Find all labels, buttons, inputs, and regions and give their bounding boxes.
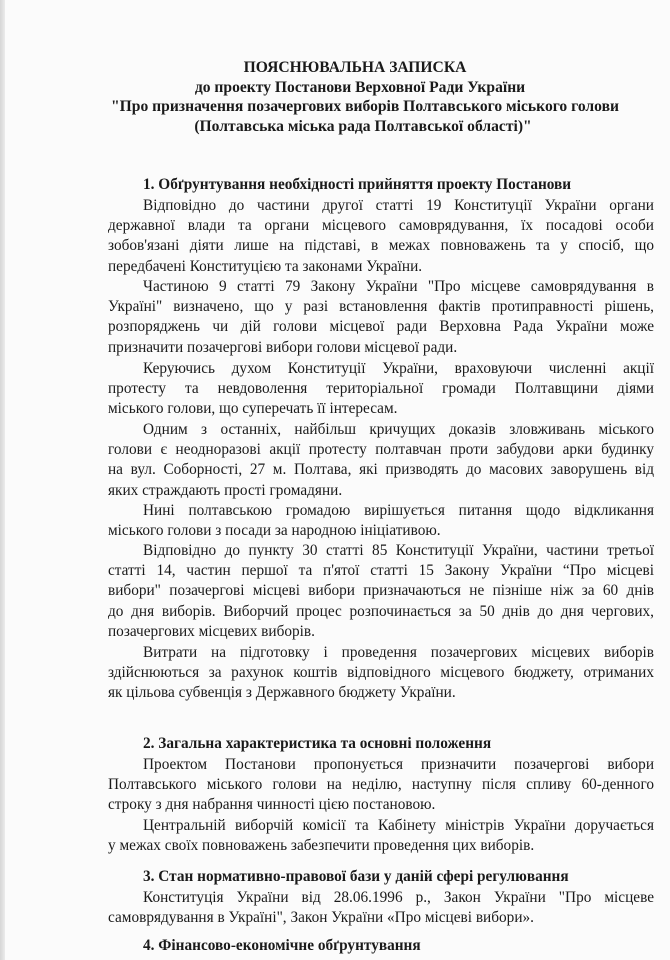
- text-line: як цільова субвенція з Державного бюджету України.: [108, 684, 456, 702]
- paragraph: [108, 501, 654, 541]
- paragraph: [108, 816, 654, 856]
- text-line: Проектом Постанови пропонується призначити позачергові вибори: [143, 756, 654, 773]
- text-line: Відповідно до частини другої статті 19 Конституції України органи: [143, 197, 654, 214]
- text-line: розпоряджень чи дій голови місцевої ради Верховна Рада України може: [108, 318, 654, 336]
- paragraph: [108, 643, 654, 704]
- text-line: призначити позачергові вибори голови місцевої ради.: [108, 338, 458, 356]
- paragraph: [108, 541, 654, 642]
- text-line: Нині полтавською громадою вирішується питання щодо відкликання: [143, 502, 654, 519]
- text-line: міського голови, що суперечать її інтересам.: [108, 400, 398, 418]
- text-line: Центральній виборчій комісії та Кабінету міністрів України доручається: [143, 817, 654, 834]
- text-line: Відповідно до пункту 30 статті 85 Конституції України, частини третьої: [143, 542, 654, 559]
- title-line: ПОЯСНЮВАЛЬНА ЗАПИСКА: [243, 59, 467, 76]
- text-line: зобов'язані діяти лише на підставі, в межах повноважень та у спосіб, що: [108, 237, 654, 255]
- section-heading: 2. Загальна характеристика та основні положення: [143, 735, 492, 752]
- paragraph: [108, 196, 654, 277]
- text-line: передбачені Конституцією та законами України.: [108, 257, 423, 275]
- text-line: здійснюються за рахунок коштів відповідного місцевого бюджету, отриманих: [108, 664, 654, 682]
- document-title: [0, 58, 670, 136]
- subtitle-line: "Про призначення позачергових виборів Полтавського міського голови: [111, 98, 619, 115]
- text-line: голови є неодноразові акції протесту полтавчан проти забудови арки будинку: [108, 441, 654, 459]
- text-line: у межах своїх повноважень забезпечити проведення цих виборів.: [108, 837, 535, 855]
- subtitle-line: до проекту Постанови Верховної Ради України: [194, 78, 526, 96]
- text-line: позачергових місцевих виборів.: [108, 622, 315, 640]
- text-line: вибори" позачергові місцеві вибори призначаються не пізніше ніж за 60 днів: [108, 582, 654, 600]
- text-line: Частиною 9 статті 79 Закону України "Про місцеве самоврядування в: [143, 278, 654, 295]
- text-line: Одним з останніх, найбільш кричущих доказів зловживань міського: [143, 421, 654, 438]
- text-line: міського голови з посади за народною ініціативою.: [108, 522, 441, 540]
- paragraph: [108, 755, 654, 816]
- text-line: Конституція України від 28.06.1996 р., Закон України "Про місцеве: [143, 889, 654, 906]
- text-line: статті 14, частин першої та п'ятої статті 15 Закону України “Про місцеві: [108, 562, 654, 580]
- subtitle-line: (Полтавська міська рада Полтавської області)": [194, 117, 532, 135]
- text-line: яких страждають прості громадяни.: [108, 481, 343, 499]
- paragraph: [108, 888, 654, 928]
- section-heading: 4. Фінансово-економічне обґрунтування: [143, 937, 421, 954]
- text-line: до дня виборів. Виборчий процес розпочинається за 50 днів до дня чергових,: [108, 602, 654, 620]
- paragraph: [108, 420, 654, 501]
- text-line: протесту та невдоволення територіальної громади Полтавщини діями: [108, 380, 654, 398]
- text-line: строку з дня набрання чинності цією постановою.: [108, 796, 436, 814]
- text-line: Керуючись духом Конституції України, враховуючи численні акції: [143, 360, 654, 377]
- section-heading: 1. Обґрунтування необхідності прийняття проекту Постанови: [143, 176, 572, 193]
- text-line: державної влади та органи місцевого самоврядування, їх посадові особи: [108, 217, 654, 235]
- text-line: на вул. Соборності, 27 м. Полтава, які призводять до масових заворушень від: [108, 461, 654, 479]
- text-line: Полтавського міського голови на неділю, наступну після спливу 60-денного: [108, 776, 654, 794]
- paragraph: [108, 359, 654, 420]
- text-line: Україні" визначено, що у разі встановлення фактів протиправності рішень,: [108, 298, 654, 316]
- section-heading: 3. Стан нормативно-правової бази у даній сфері регулювання: [143, 868, 569, 885]
- text-line: Витрати на підготовку і проведення позачергових місцевих виборів: [143, 644, 654, 661]
- text-line: самоврядування в Україні", Закон України «Про місцеві вибори».: [108, 909, 534, 927]
- paragraph: [108, 277, 654, 358]
